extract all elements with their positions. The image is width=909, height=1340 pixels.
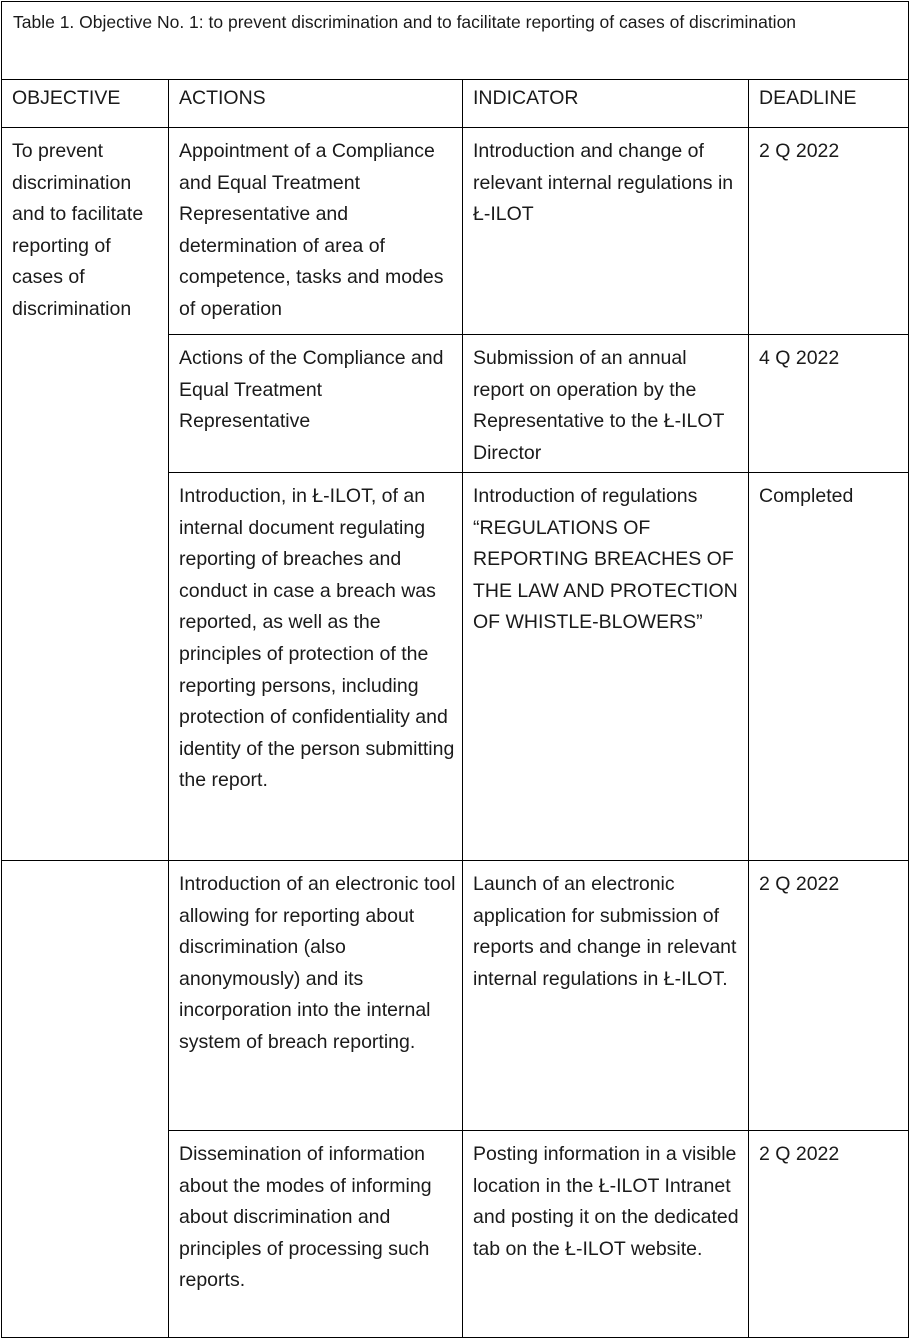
objective-text: To prevent discrimination and to facilitate reporting of cases of discrimination bbox=[12, 140, 144, 320]
indicator-cell bbox=[463, 473, 749, 861]
header-deadline bbox=[749, 80, 909, 128]
deadline-text: Completed bbox=[759, 485, 854, 507]
action-text: Introduction of an electronic tool allowing for reporting about discrimination (also anonymously) and its incorporation into the internal system of breach reporting. bbox=[179, 873, 456, 1053]
table-row bbox=[2, 861, 909, 1131]
deadline-text: 2 Q 2022 bbox=[759, 873, 840, 895]
deadline-cell bbox=[749, 1131, 909, 1338]
action-cell bbox=[169, 1131, 463, 1338]
objective-cell bbox=[2, 128, 169, 861]
indicator-cell bbox=[463, 128, 749, 335]
header-deadline-label: DEADLINE bbox=[759, 87, 857, 109]
indicator-text: Introduction and change of relevant internal regulations in Ł-ILOT bbox=[473, 140, 734, 226]
action-cell bbox=[169, 861, 463, 1131]
indicator-text: Introduction of regulations “REGULATIONS OF REPORTING BREACHES OF THE LAW AND PROTECTION OF WHISTLE-BLOWERS” bbox=[473, 485, 738, 634]
action-cell bbox=[169, 473, 463, 861]
header-objective-label: OBJECTIVE bbox=[12, 87, 121, 109]
indicator-text: Submission of an annual report on operation by the Representative to the Ł-ILOT Director bbox=[473, 347, 725, 464]
action-text: Appointment of a Compliance and Equal Treatment Representative and determination of area of competence, tasks and modes of operation bbox=[179, 140, 444, 320]
table-row bbox=[2, 128, 909, 335]
objective-table bbox=[1, 1, 909, 1338]
indicator-cell bbox=[463, 335, 749, 473]
deadline-text: 2 Q 2022 bbox=[759, 140, 840, 162]
deadline-text: 2 Q 2022 bbox=[759, 1143, 840, 1165]
header-actions-label: ACTIONS bbox=[179, 87, 266, 109]
action-text: Actions of the Compliance and Equal Treatment Representative bbox=[179, 347, 444, 433]
header-indicator-label: INDICATOR bbox=[473, 87, 579, 109]
indicator-text: Posting information in a visible location in the Ł-ILOT Intranet and posting it on the dedicated tab on the Ł-ILOT website. bbox=[473, 1143, 739, 1260]
objective-cell-empty bbox=[2, 861, 169, 1338]
deadline-cell bbox=[749, 861, 909, 1131]
deadline-cell bbox=[749, 473, 909, 861]
indicator-cell bbox=[463, 861, 749, 1131]
action-text: Dissemination of information about the modes of informing about discrimination and principles of processing such reports. bbox=[179, 1143, 432, 1292]
action-text: Introduction, in Ł-ILOT, of an internal document regulating reporting of breaches and conduct in case a breach was reported, as well as the principles of protection of the reporting persons, including protection of confidentiality and identity of the person submitting the report. bbox=[179, 485, 455, 792]
indicator-text: Launch of an electronic application for submission of reports and change in relevant internal regulations in Ł-ILOT. bbox=[473, 873, 737, 990]
table-caption: Table 1. Objective No. 1: to prevent discrimination and to facilitate reporting of cases of discrimination bbox=[2, 2, 909, 80]
action-cell bbox=[169, 128, 463, 335]
header-indicator bbox=[463, 80, 749, 128]
indicator-cell bbox=[463, 1131, 749, 1338]
deadline-text: 4 Q 2022 bbox=[759, 347, 840, 369]
caption-row bbox=[2, 2, 909, 80]
header-row bbox=[2, 80, 909, 128]
header-objective bbox=[2, 80, 169, 128]
deadline-cell bbox=[749, 335, 909, 473]
header-actions bbox=[169, 80, 463, 128]
action-cell bbox=[169, 335, 463, 473]
deadline-cell bbox=[749, 128, 909, 335]
